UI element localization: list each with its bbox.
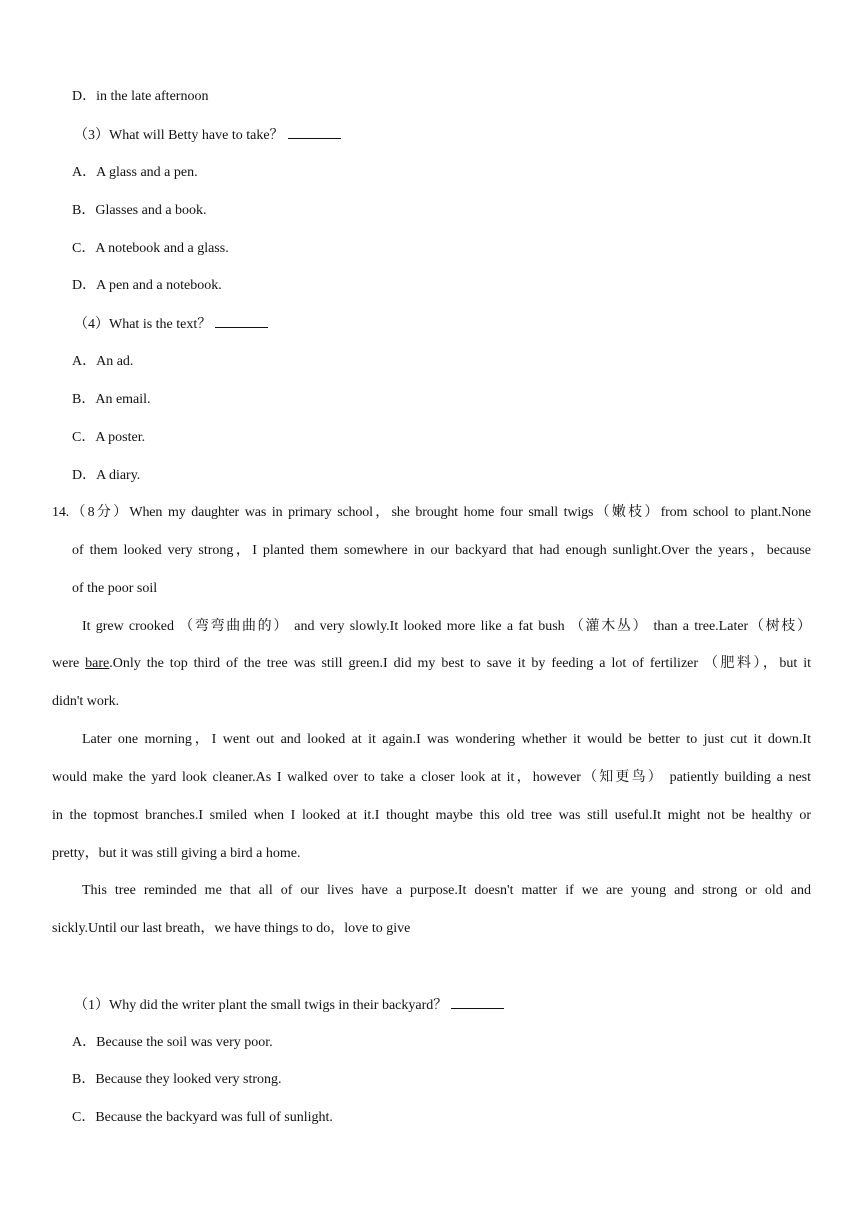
q3-option-b: B．Glasses and a book.: [72, 203, 207, 218]
q14-1-option-b: B．Because they looked very strong.: [72, 1072, 282, 1087]
q3-option-c: C．A notebook and a glass.: [72, 241, 229, 256]
q14-1-option-c: C．Because the backyard was full of sunlight.: [72, 1110, 333, 1125]
q14-header-line-2: of them looked very strong，I planted them somewhere in our backyard that had enough sunlight.Over the years，because: [72, 543, 811, 558]
q4-option-a: A．An ad.: [72, 354, 134, 369]
q3-question: [74, 126, 341, 145]
passage-p1-line-2: [52, 655, 811, 673]
q14-header-line-3: of the poor soil: [72, 581, 158, 596]
q4-option-d: D．A diary.: [72, 468, 141, 483]
q3-stem: （3）What will Betty have to take？: [74, 128, 284, 143]
q14-1-question: [74, 996, 504, 1015]
q4-stem: （4）What is the text？: [74, 317, 212, 332]
passage-p2-line-2: would make the yard look cleaner.As I walked over to take a closer look at it，however（知更鸟） patiently building a nest: [52, 770, 811, 785]
passage-p3-line-1: This tree reminded me that all of our lives have a purpose.It doesn't matter if we are young and strong or old and: [82, 883, 811, 898]
q14-1-answer-blank[interactable]: [451, 996, 504, 1009]
q4-option-b: B．An email.: [72, 392, 151, 407]
passage-p1-pre: were: [52, 656, 86, 671]
q3-option-d: D．A pen and a notebook.: [72, 278, 222, 293]
q4-answer-blank[interactable]: [215, 315, 268, 328]
passage-p1-line-3: didn't work.: [52, 694, 120, 709]
q4-option-c: C．A poster.: [72, 430, 146, 445]
q14-1-stem: （1）Why did the writer plant the small twigs in their backyard？: [74, 998, 448, 1013]
q3-answer-blank[interactable]: [288, 126, 341, 139]
passage-p3-line-2: sickly.Until our last breath，we have things to do，love to give: [52, 921, 411, 936]
passage-p1-post: .Only the top third of the tree was still green.I did my best to save it by feeding a lot of fertilizer （肥料），but it: [109, 656, 811, 671]
passage-p2-line-3: in the topmost branches.I smiled when I looked at it.I thought maybe this old tree was still useful.It might not be healthy or: [52, 808, 811, 823]
underlined-word-bare: bare: [85, 656, 110, 671]
q4-question: [74, 315, 268, 334]
passage-p2-line-4: pretty，but it was still giving a bird a home.: [52, 846, 301, 861]
passage-p2-line-1: Later one morning，I went out and looked at it again.I was wondering whether it would be better to just cut it down.It: [82, 732, 811, 747]
q14-1-option-a: A．Because the soil was very poor.: [72, 1035, 273, 1050]
passage-p1-line-1: It grew crooked （弯弯曲曲的） and very slowly.It looked more like a fat bush （灌木丛） than a tree.Later（树枝）: [82, 619, 811, 634]
q14-header-line-1: 14.（8分）When my daughter was in primary school，she brought home four small twigs（嫩枝）from school to plant.None: [52, 505, 811, 520]
q2-option-d: D．in the late afternoon: [72, 89, 209, 104]
q3-option-a: A．A glass and a pen.: [72, 165, 198, 180]
